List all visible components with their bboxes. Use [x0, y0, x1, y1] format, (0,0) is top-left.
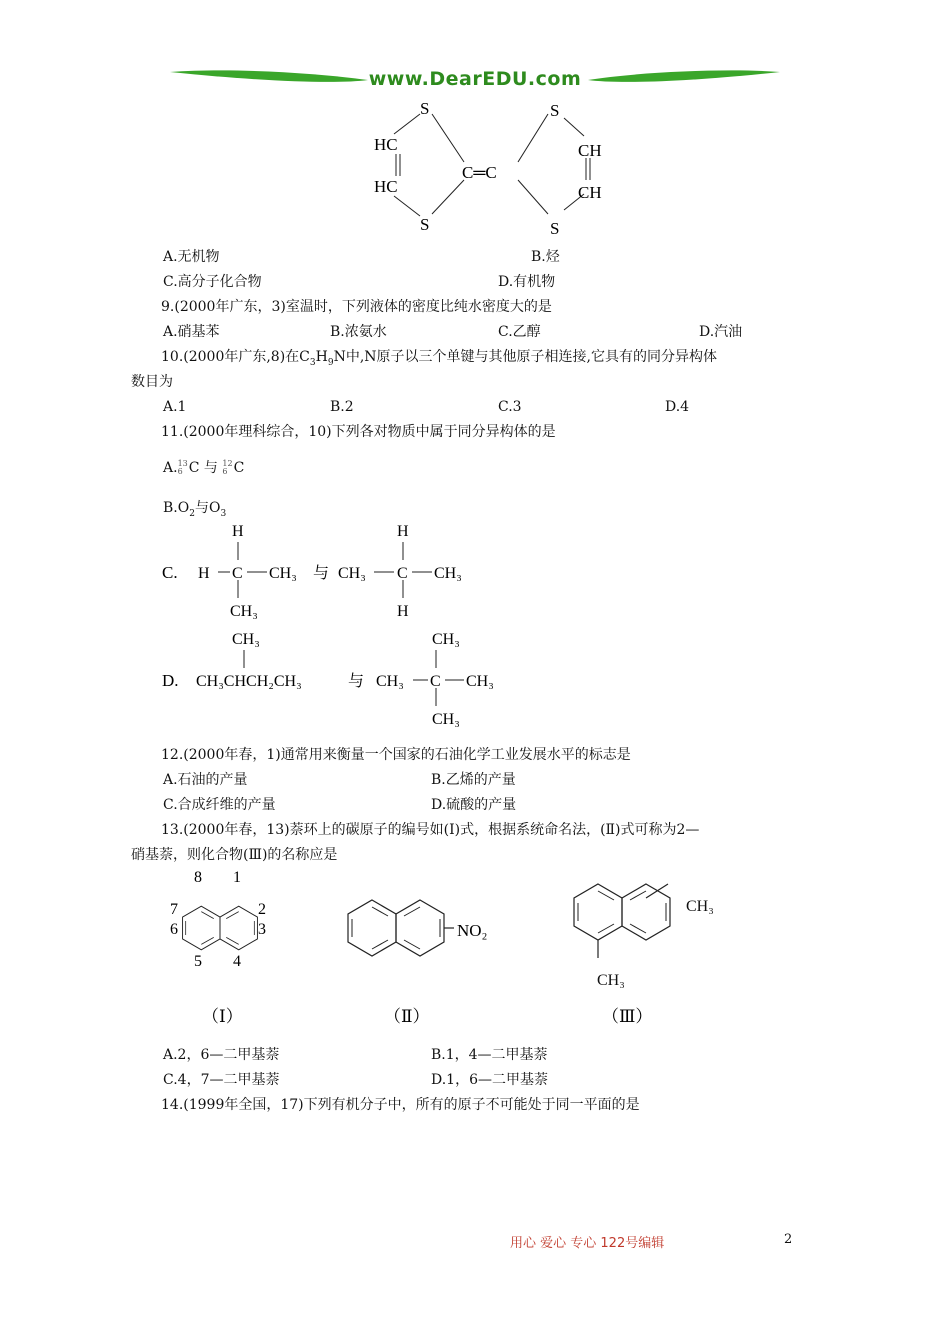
atom-s1: S — [420, 99, 430, 118]
q9-stem: 9.(2000年广东，3)室温时，下列液体的密度比纯水密度大的是 — [161, 299, 552, 315]
q9-option-d: D.汽油 — [699, 324, 743, 340]
svg-text:2: 2 — [258, 901, 266, 918]
bond-s2-c — [432, 180, 464, 214]
q13-option-a: A.2，6—二甲基萘 — [163, 1047, 280, 1063]
tetrathiafulvalene-structure — [360, 96, 620, 238]
footer-text: 用心 爱心 专心 122号编辑 — [510, 1236, 665, 1251]
atom-s3: S — [550, 101, 560, 120]
naphthalene-numbered — [183, 906, 258, 950]
svg-text:CH₃: CH₃ — [432, 711, 460, 728]
q10-option-b: B.2 — [330, 399, 354, 415]
svg-text:H: H — [198, 565, 210, 582]
q14-stem: 14.(1999年全国，17)下列有机分子中，所有的原子不可能处于同一平面的是 — [161, 1097, 640, 1113]
q13-iii-ch3-bottom: CH₃ — [597, 972, 625, 989]
svg-text:CH₃: CH₃ — [376, 673, 404, 690]
q13-iii-ch3-right: CH₃ — [686, 898, 714, 915]
svg-text:C: C — [430, 673, 441, 690]
svg-text:1: 1 — [233, 869, 241, 886]
svg-text:5: 5 — [194, 953, 202, 970]
svg-text:与: 与 — [313, 565, 330, 582]
bond-s4-c — [518, 180, 548, 214]
naphthalene-nitro — [348, 900, 454, 956]
svg-text:CH₃: CH₃ — [466, 673, 494, 690]
svg-text:CH₃: CH₃ — [230, 603, 258, 620]
svg-text:H: H — [232, 523, 244, 540]
atom-s4: S — [550, 219, 560, 238]
q13-option-c: C.4，7—二甲基萘 — [163, 1072, 280, 1088]
q13-stem-line2: 硝基萘，则化合物(Ⅲ)的名称应是 — [131, 847, 338, 863]
atom-hc1: HC — [374, 135, 398, 154]
q10-option-d: D.4 — [665, 399, 690, 415]
naphthalene-dimethyl — [574, 884, 670, 958]
q12-stem: 12.(2000年春，1)通常用来衡量一个国家的石油化学工业发展水平的标志是 — [161, 747, 631, 763]
atom-ch1: CH — [578, 141, 602, 160]
q12-option-d: D.硫酸的产量 — [431, 797, 517, 813]
q10-stem-line1: 10.(2000年广东,8)在$C_3H_9N$中,N原子以三个单键与其他原子相连接,它具有的同分异构体 — [161, 349, 717, 368]
q8-option-a: A.无机物 — [163, 249, 220, 265]
svg-text:C: C — [397, 565, 408, 582]
svg-text:4: 4 — [233, 953, 241, 970]
q12-option-b: B.乙烯的产量 — [431, 772, 516, 788]
atom-hc2: HC — [374, 177, 398, 196]
q13-option-d: D.1，6—二甲基萘 — [431, 1072, 548, 1088]
atom-s2: S — [420, 215, 430, 234]
q8-option-c: C.高分子化合物 — [163, 274, 262, 290]
q8-option-b: B.烃 — [531, 249, 560, 265]
svg-text:NO₂: NO₂ — [457, 921, 488, 940]
bond-s3-ch — [564, 118, 584, 136]
q13-option-b: B.1，4—二甲基萘 — [431, 1047, 548, 1063]
svg-text:3: 3 — [258, 921, 266, 938]
bond-s1-c — [432, 114, 464, 162]
q9-option-a: A.硝基苯 — [163, 324, 220, 340]
bond-s3-c — [518, 114, 548, 162]
q12-option-c: C.合成纤维的产量 — [163, 797, 276, 813]
svg-text:CH₃CHCH₂CH₃: CH₃CHCH₂CH₃ — [196, 673, 302, 690]
q11-option-b: $B.O_2$与$O_3$ — [163, 500, 227, 519]
svg-text:CH₃: CH₃ — [432, 631, 460, 648]
q13-stem-line1: 13.(2000年春，13)萘环上的碳原子的编号如(Ⅰ)式，根据系统命名法，(Ⅱ)式可称为2— — [161, 822, 700, 838]
svg-text:（Ⅲ）: （Ⅲ） — [602, 1007, 653, 1026]
svg-text:CH₃: CH₃ — [232, 631, 260, 648]
q11-option-c-structures — [160, 520, 480, 620]
q10-option-c: C.3 — [498, 399, 522, 415]
q9-option-b: B.浓氨水 — [330, 324, 387, 340]
naphthalene-diagrams — [160, 862, 680, 1032]
svg-text:D.: D. — [162, 671, 179, 690]
q11-option-d-structures — [160, 628, 510, 732]
svg-text:7: 7 — [170, 901, 178, 918]
q11-c-label: C. — [162, 563, 178, 582]
page-number: 2 — [784, 1232, 793, 1247]
svg-text:CH₃: CH₃ — [269, 565, 297, 582]
svg-text:（Ⅰ）: （Ⅰ） — [202, 1007, 243, 1026]
svg-text:6: 6 — [170, 921, 178, 938]
q10-stem-line2: 数目为 — [131, 374, 173, 390]
atom-c-double-c: C═C — [462, 163, 497, 182]
svg-text:（Ⅱ）: （Ⅱ） — [384, 1007, 430, 1026]
site-title: www.DearEDU.com — [368, 68, 582, 90]
svg-text:H: H — [397, 603, 409, 620]
q12-option-a: A.石油的产量 — [163, 772, 248, 788]
q9-option-c: C.乙醇 — [498, 324, 541, 340]
atom-ch2: CH — [578, 183, 602, 202]
svg-text:8: 8 — [194, 869, 202, 886]
q8-option-d: D.有机物 — [498, 274, 556, 290]
bond-s1-hc — [394, 114, 420, 134]
svg-text:与: 与 — [348, 673, 365, 690]
svg-text:C: C — [232, 565, 243, 582]
q11-option-a: A.13 6 C 与 12 6 C — [163, 459, 245, 476]
bond-s2-hc — [394, 196, 420, 216]
q10-option-a: A.1 — [163, 399, 187, 415]
svg-text:CH₃: CH₃ — [434, 565, 462, 582]
svg-text:H: H — [397, 523, 409, 540]
svg-text:CH₃: CH₃ — [338, 565, 366, 582]
q11-stem: 11.(2000年理科综合，10)下列各对物质中属于同分异构体的是 — [161, 424, 556, 440]
